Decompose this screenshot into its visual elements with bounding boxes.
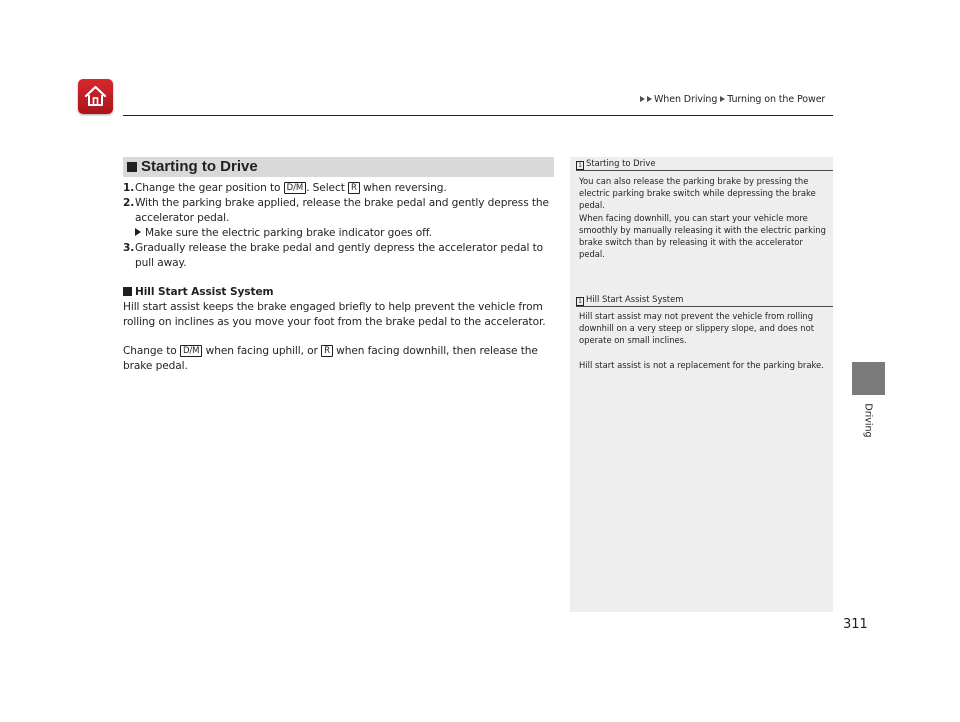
step-2-subnote: Make sure the electric parking brake indicator goes off.: [123, 226, 554, 241]
breadcrumb: [640, 94, 832, 105]
note-arrow-icon: [135, 228, 141, 236]
gear-key-dm-icon: D/M: [284, 182, 306, 194]
gear-key-r-icon: R: [348, 182, 360, 194]
main-content: [123, 181, 554, 374]
subsection-bullet-icon: [123, 287, 132, 296]
step-2: 2. With the parking brake applied, release the brake pedal and gently depress the accelerator pedal.: [123, 197, 549, 224]
breadcrumb-item-turning-on-power[interactable]: Turning on the Power: [727, 94, 826, 105]
hill-start-paragraph-1: Hill start assist keeps the brake engaged briefly to help prevent the vehicle from rolling on inclines as you move your foot from the brake pedal to the accelerator.: [123, 301, 546, 328]
hill-start-paragraph-2: Change to D/M when facing uphill, or R when facing downhill, then release the brake pedal.: [123, 345, 538, 372]
home-icon: [83, 84, 108, 109]
step-3: 3. Gradually release the brake pedal and gently depress the accelerator pedal to pull away.: [123, 242, 544, 269]
section-title: Starting to Drive: [141, 158, 258, 175]
breadcrumb-arrow-icon: [720, 96, 725, 102]
section-bullet-icon: [127, 162, 137, 172]
note-icon: 1: [576, 161, 584, 170]
note-body-starting-to-drive: You can also release the parking brake by pressing the electric parking brake switch while depressing the brake pedal. When facing downhill, you can start your vehicle more smoothly by manually releasing it with the electric parking brake switch than by releasing it with the accelerator pedal.: [579, 176, 826, 260]
gear-key-r-icon: R: [321, 345, 333, 357]
note-heading-hill-start: 1 Hill Start Assist System: [576, 293, 833, 307]
page-number: 311: [843, 617, 868, 632]
section-header: [123, 157, 554, 177]
hill-start-heading: Hill Start Assist System: [123, 285, 554, 300]
breadcrumb-item-when-driving[interactable]: When Driving: [654, 94, 718, 105]
breadcrumb-arrow-icon: [647, 96, 652, 102]
chapter-tab-label: Driving: [863, 402, 874, 438]
note-heading-starting-to-drive: 1 Starting to Drive: [576, 157, 833, 171]
gear-key-dm-icon: D/M: [180, 345, 202, 357]
breadcrumb-arrow-icon: [640, 96, 645, 102]
header-rule: [123, 115, 833, 116]
note-icon: 1: [576, 297, 584, 306]
note-body-hill-start: Hill start assist may not prevent the vehicle from rolling downhill on a very steep or slippery slope, and does not operate on small inclines. Hill start assist is not a replacement for the parking brake.: [579, 311, 824, 370]
chapter-tab[interactable]: [852, 362, 885, 395]
home-button[interactable]: [78, 79, 113, 114]
step-1: 1. Change the gear position to D/M . Select R when reversing.: [123, 182, 447, 194]
